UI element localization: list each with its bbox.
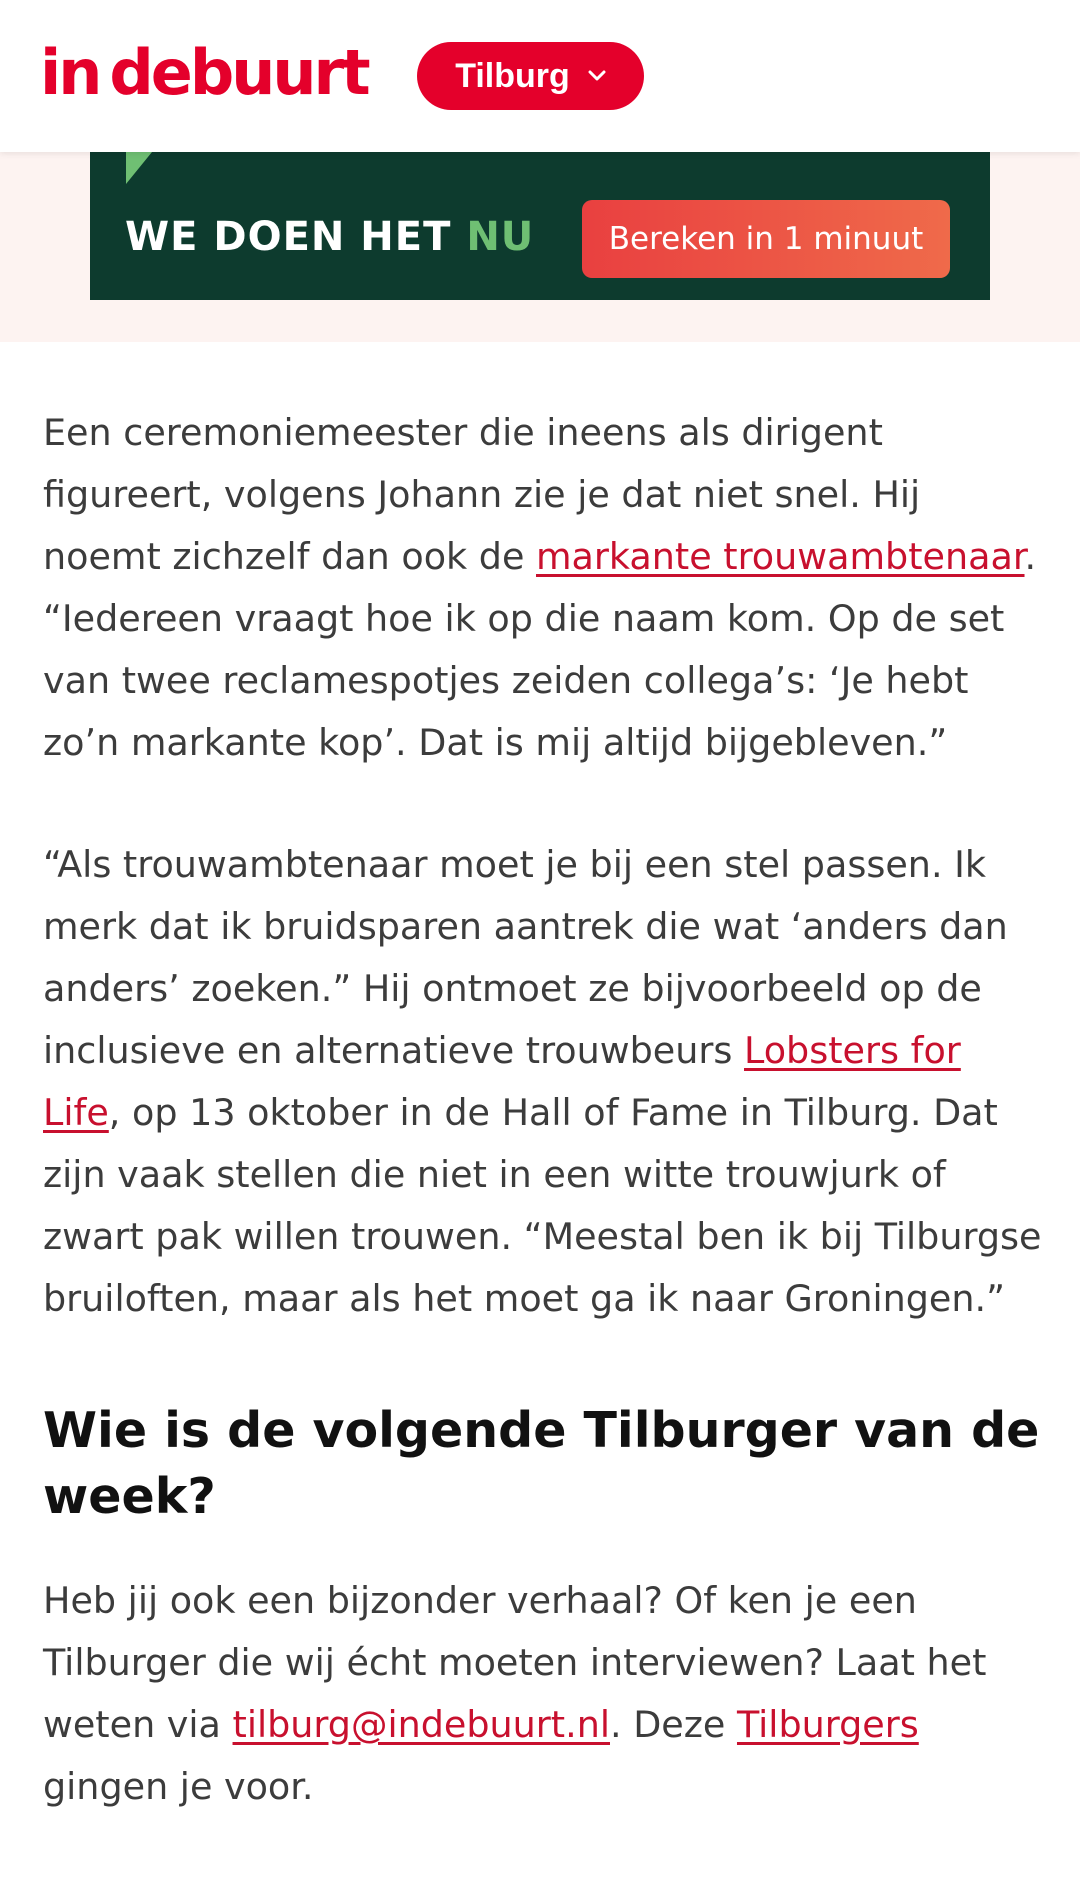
p2-text-1: “Als trouwambtenaar moet je bij een stel passen. Ik merk dat ik bruidsparen aantrek die wat ‘anders dan anders’ zoeken.” Hij ontmoet ze bijvoorbeeld op de inclusieve en alternatieve trouwbeurs xyxy=(43,843,1008,1072)
p2-text-2: , op 13 oktober in de Hall of Fame in Tilburg. Dat zijn vaak stellen die niet in een witte trouwjurk of zwart pak willen trouwen. “Meestal ben ik bij Tilburgse bruiloften, maar als het moet ga ik naar Groningen.” xyxy=(43,1091,1042,1320)
city-selector-label: Tilburg xyxy=(455,56,570,95)
ad-cta-button[interactable]: Bereken in 1 minuut xyxy=(582,200,950,278)
ad-slogan-accent: NU xyxy=(466,214,535,260)
p3-text-1: Heb jij ook een bijzonder verhaal? Of ken je een Tilburger die wij écht moeten interviewen? Laat het weten via xyxy=(43,1579,987,1746)
markante-trouwambtenaar-link[interactable]: markante trouwambtenaar xyxy=(536,535,1025,578)
lobsters-for-life-link[interactable]: Lobsters for Life xyxy=(43,1029,961,1134)
tilburgers-link[interactable]: Tilburgers xyxy=(736,1703,919,1746)
article-paragraph-1 xyxy=(43,402,1043,774)
chevron-down-icon xyxy=(588,70,606,82)
article-paragraph-3 xyxy=(43,1570,1043,1818)
p1-text-2: . “Iedereen vraagt hoe ik op die naam kom. Op de set van twee reclamespotjes zeiden collega’s: ‘Je hebt zo’n markante kop’. Dat is mij altijd bijgebleven.” xyxy=(43,535,1037,764)
indebuurt-logo[interactable] xyxy=(40,38,368,108)
p1-text-1: Een ceremoniemeester die ineens als dirigent figureert, volgens Johann zie je dat niet snel. Hij noemt zichzelf dan ook de xyxy=(43,411,921,578)
logo-rest: debuurt xyxy=(109,36,368,109)
city-selector-button[interactable] xyxy=(417,42,644,110)
p3-text-3: gingen je voor. xyxy=(43,1765,314,1808)
section-heading: Wie is de volgende Tilburger van de week? xyxy=(43,1402,1040,1525)
email-link[interactable]: tilburg@indebuurt.nl xyxy=(232,1703,610,1746)
article-body xyxy=(43,402,1043,1818)
ad-decoration-triangle xyxy=(126,152,152,184)
ad-slogan-main: WE DOEN HET xyxy=(125,214,467,260)
article-paragraph-2 xyxy=(43,834,1043,1330)
p3-text-2: . Deze xyxy=(610,1703,737,1746)
advertisement-banner[interactable] xyxy=(90,152,990,300)
ad-slogan xyxy=(125,214,534,260)
site-header xyxy=(0,0,1080,152)
logo-in: in xyxy=(40,36,100,109)
advertisement-band xyxy=(0,152,1080,342)
